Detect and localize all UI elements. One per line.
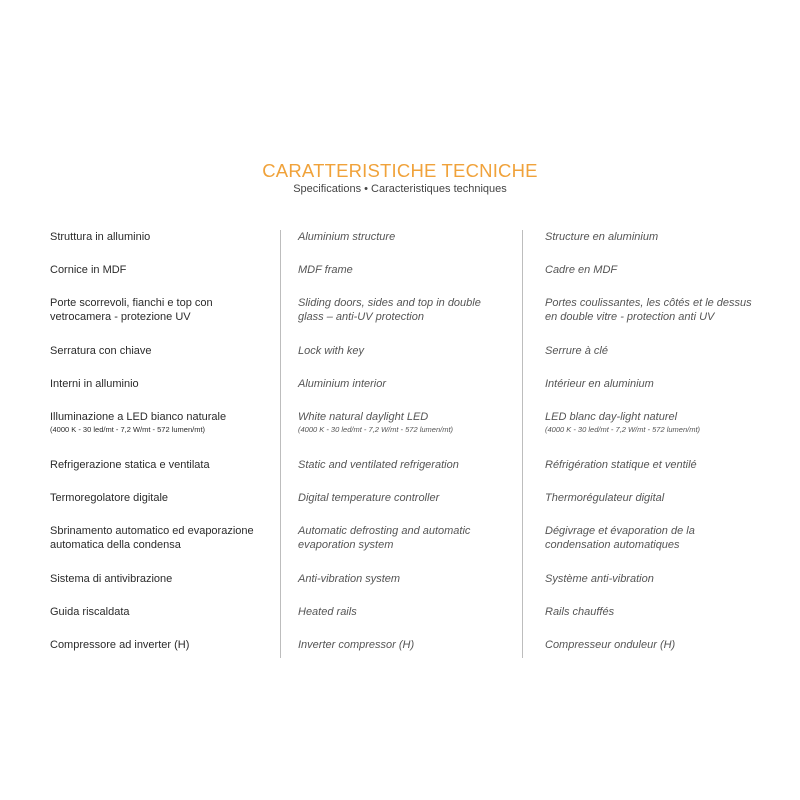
cell-english: Aluminium interior [298,378,387,390]
cell-italian: Interni in alluminio [50,378,139,390]
cell-italian: Guida riscaldata [50,606,130,618]
cell-french: Système anti-vibration [545,573,654,585]
cell-french: Serrure à clé [545,345,608,357]
cell-italian: Refrigerazione statica e ventilata [50,459,210,471]
cell-french: Dégivrage et évaporation de la condensation automatiques [545,525,695,551]
cell-text: Illuminazione a LED bianco naturale [50,411,227,423]
cell-italian: Termoregolatore digitale [50,492,169,504]
cell-french: Portes coulissantes, les côtés et le dessus en double vitre - protection anti UV [545,297,752,323]
cell-french [545,410,765,436]
cell-english: Heated rails [298,606,357,618]
cell-english: Anti-vibration system [298,573,401,585]
cell-french: Rails chauffés [545,606,615,618]
cell-note: (4000 K - 30 led/mt - 7,2 W/mt - 572 lumen/mt) [545,425,701,434]
cell-italian [50,410,275,436]
cell-french: Thermorégulateur digital [545,492,665,504]
cell-french: Intérieur en aluminium [545,378,654,390]
cell-french: Compresseur onduleur (H) [545,639,676,651]
cell-italian: Compressore ad inverter (H) [50,639,190,651]
cell-french: Structure en aluminium [545,231,659,243]
cell-text: LED blanc day-light naturel [545,411,678,423]
column-divider [522,230,523,658]
cell-italian: Porte scorrevoli, fianchi e top con vetrocamera - protezione UV [50,297,213,323]
page-subtitle: Specifications • Caracteristiques techniques [293,183,507,195]
cell-french: Cadre en MDF [545,264,618,276]
cell-english: Digital temperature controller [298,492,440,504]
cell-english: Aluminium structure [298,231,396,243]
column-divider [280,230,281,658]
cell-text: White natural daylight LED [298,411,429,423]
cell-italian: Serratura con chiave [50,345,152,357]
cell-english: Automatic defrosting and automatic evaporation system [298,525,471,551]
cell-italian: Struttura in alluminio [50,231,151,243]
cell-italian: Sbrinamento automatico ed evaporazione automatica della condensa [50,525,254,551]
cell-english: MDF frame [298,264,353,276]
cell-english: Static and ventilated refrigeration [298,459,459,471]
cell-english: Sliding doors, sides and top in double glass – anti-UV protection [298,297,481,323]
cell-note: (4000 K - 30 led/mt - 7,2 W/mt - 572 lumen/mt) [50,425,206,434]
cell-english: Lock with key [298,345,365,357]
cell-english [298,410,513,436]
page-title: CARATTERISTICHE TECNICHE [262,160,538,181]
cell-english: Inverter compressor (H) [298,639,415,651]
cell-italian: Cornice in MDF [50,264,127,276]
cell-french: Réfrigération statique et ventilé [545,459,697,471]
cell-note: (4000 K - 30 led/mt - 7,2 W/mt - 572 lumen/mt) [298,425,454,434]
cell-italian: Sistema di antivibrazione [50,573,173,585]
